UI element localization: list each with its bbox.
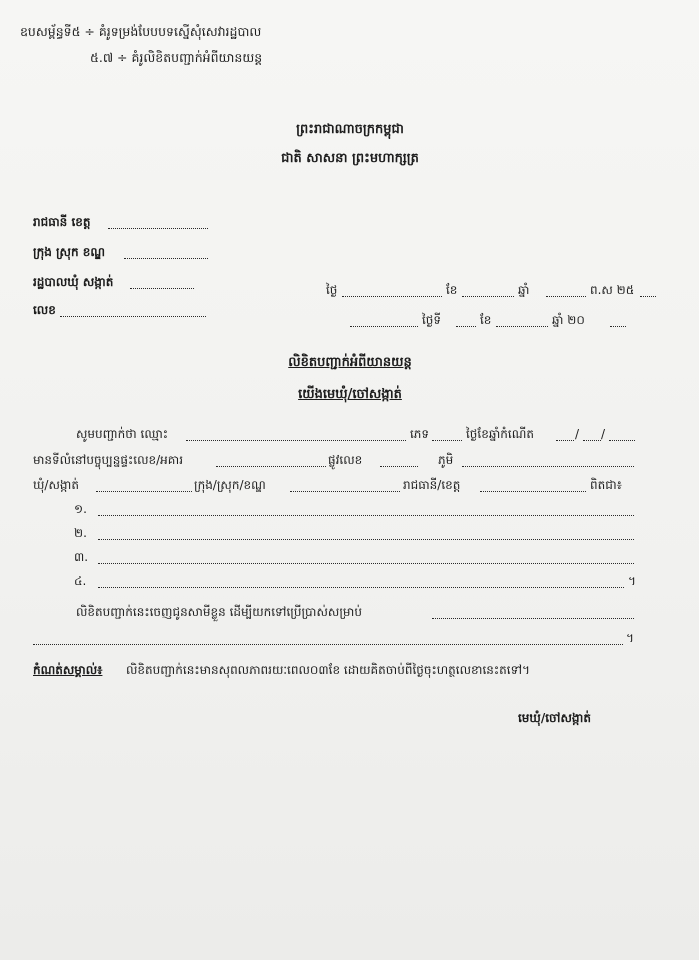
dob-day-field[interactable] xyxy=(556,440,574,441)
item-3-label: ៣. xyxy=(74,550,89,564)
dob-month-field[interactable] xyxy=(583,440,601,441)
capital-province-label: រាជធានី ខេត្ត xyxy=(33,215,91,229)
village-label: ភូមិ xyxy=(438,453,454,467)
month-label: ខែ xyxy=(446,283,458,297)
item-1-label: ១. xyxy=(74,502,87,516)
month-field[interactable] xyxy=(462,296,514,297)
year-label: ឆ្នាំ xyxy=(518,283,530,297)
certify-name-label: សូមបញ្ជាក់ថា ឈ្មោះ xyxy=(76,427,169,441)
month2-label: ខែ xyxy=(480,313,492,327)
year-field[interactable] xyxy=(546,296,586,297)
really-label: ពិតជា៖ xyxy=(590,478,622,492)
kingdom-line: ព្រះរាជាណាចក្រកម្ពុជា xyxy=(296,122,404,137)
commune-label: ឃុំ/សង្កាត់ xyxy=(33,478,79,492)
place-field[interactable] xyxy=(350,326,418,327)
province-field[interactable] xyxy=(480,491,586,492)
street-label: ផ្លូវលេខ xyxy=(328,453,363,467)
day-field[interactable] xyxy=(342,296,442,297)
sex-label: ភេទ xyxy=(410,427,430,441)
dob-separator-2: / xyxy=(601,427,606,441)
village-field[interactable] xyxy=(462,466,634,467)
month2-field[interactable] xyxy=(496,326,548,327)
purpose-field-line-2[interactable] xyxy=(33,644,623,645)
document-title: លិខិតបញ្ជាក់អំពីយានយន្ត xyxy=(288,355,412,370)
capital-province-field[interactable] xyxy=(108,228,208,229)
address-label: មានទីលំនៅបច្ចុប្បន្នផ្ទះលេខ/អគារ xyxy=(33,453,183,467)
commune-admin-field[interactable] xyxy=(130,288,194,289)
issuer-line: យើងមេឃុំ/ចៅសង្កាត់ xyxy=(298,387,402,402)
note-text: លិខិតបញ្ជាក់នេះមានសុពលភាពរយៈពេល០៣ខែ ដោយគិតចាប់ពីថ្ងៃចុះហត្ថលេខានេះតទៅ។ xyxy=(126,663,530,677)
number-label: លេខ xyxy=(33,303,56,317)
item-2-label: ២. xyxy=(74,526,87,540)
form-subheading: ៥.៧ ÷ គំរូលិខិតបញ្ជាក់អំពីយានយន្ត xyxy=(90,50,263,65)
dob-separator-1: / xyxy=(575,427,580,441)
item-4-label: ៤. xyxy=(74,574,87,588)
note-label: កំណត់សម្គាល់៖ xyxy=(33,663,103,677)
purpose-end-mark: ។ xyxy=(626,631,634,645)
municipality-district-field[interactable] xyxy=(124,258,208,259)
day-label: ថ្ងៃ xyxy=(326,283,338,297)
commune-admin-label: រដ្ឋបាលឃុំ សង្កាត់ xyxy=(33,275,114,289)
nation-religion-king-line: ជាតិ សាសនា ព្រះមហាក្សត្រ xyxy=(281,151,419,166)
day2-label: ថ្ងៃទី xyxy=(422,313,442,327)
item-3-field[interactable] xyxy=(98,563,634,564)
commune-field[interactable] xyxy=(96,491,192,492)
number-field[interactable] xyxy=(60,316,206,317)
house-number-field[interactable] xyxy=(216,466,326,467)
district-field[interactable] xyxy=(290,491,400,492)
appendix-heading: ឧបសម្ព័ន្ធទី៥ ÷ គំរូទម្រង់បែបបទស្នើសុំសេវារដ្ឋបាល xyxy=(20,24,262,39)
buddhist-era-field[interactable] xyxy=(640,296,656,297)
sex-field[interactable] xyxy=(432,440,462,441)
year2-field[interactable] xyxy=(610,326,626,327)
dob-label: ថ្ងៃខែឆ្នាំកំណើត xyxy=(466,427,534,441)
district-label: ក្រុង/ស្រុក/ខណ្ឌ xyxy=(194,478,266,492)
purpose-field[interactable] xyxy=(432,618,634,619)
street-field[interactable] xyxy=(380,466,418,467)
day2-field[interactable] xyxy=(456,326,476,327)
buddhist-era-label: ព.ស ២៥ xyxy=(590,283,635,297)
year2-label: ឆ្នាំ ២០ xyxy=(552,313,585,327)
municipality-district-label: ក្រុង ស្រុក ខណ្ឌ xyxy=(33,245,106,259)
name-field[interactable] xyxy=(186,440,406,441)
item-4-field[interactable] xyxy=(98,587,624,588)
item-4-end-mark: ។ xyxy=(628,574,636,588)
dob-year-field[interactable] xyxy=(609,440,635,441)
signature-title: មេឃុំ/ចៅសង្កាត់ xyxy=(518,711,591,725)
item-1-field[interactable] xyxy=(98,515,634,516)
issued-purpose-label: លិខិតបញ្ជាក់នេះចេញជូនសាមីខ្លួន ដើម្បីយកទៅប្រើប្រាស់សម្រាប់ xyxy=(76,605,362,619)
province-label: រាជធានី/ខេត្ត xyxy=(403,478,461,492)
item-2-field[interactable] xyxy=(98,539,634,540)
